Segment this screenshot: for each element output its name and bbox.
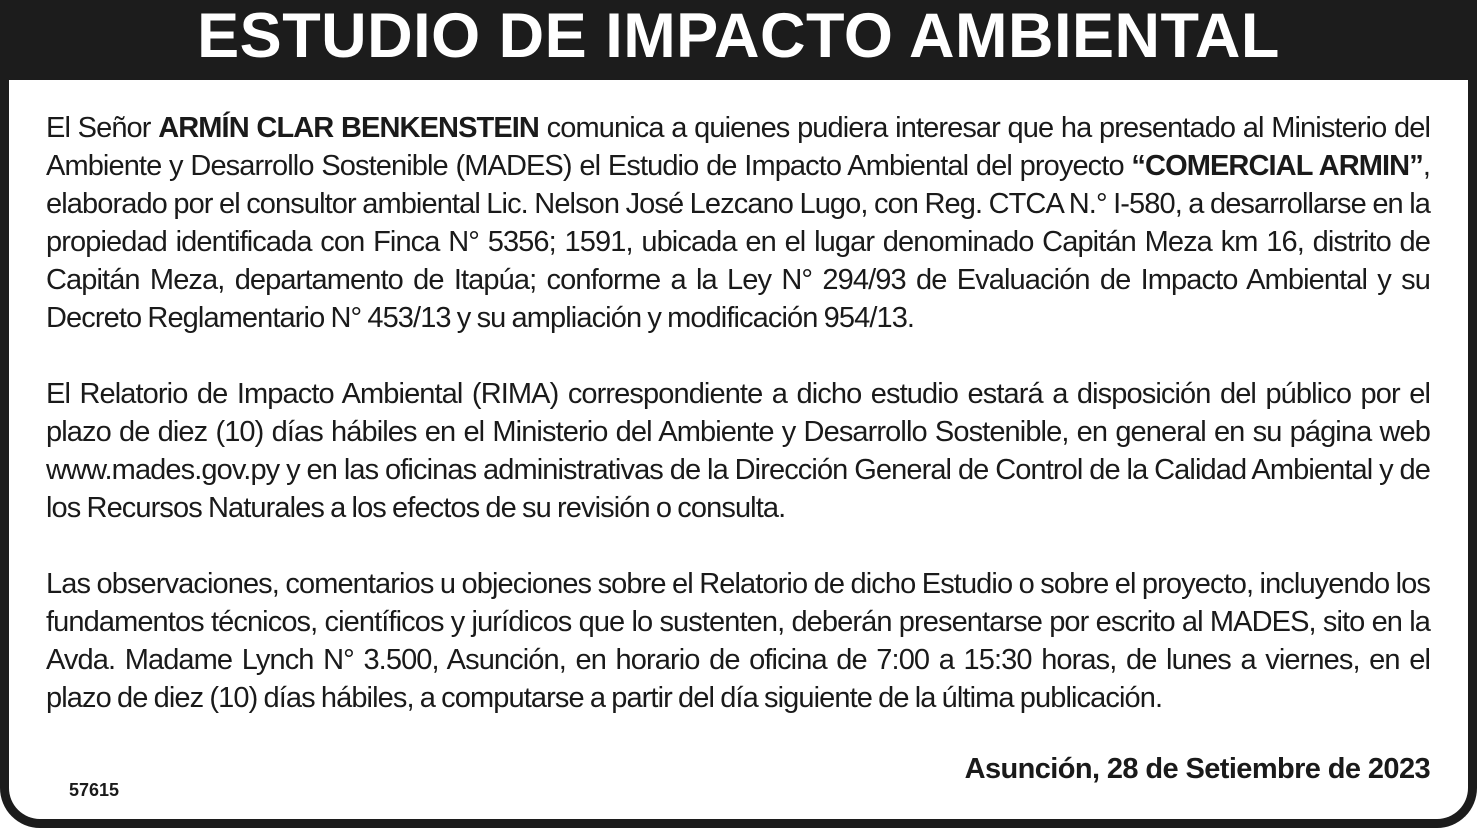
- date-signature: Asunción, 28 de Setiembre de 2023: [964, 753, 1430, 785]
- project-name: “COMERCIAL ARMIN”: [1131, 150, 1423, 182]
- notice-title: ESTUDIO DE IMPACTO AMBIENTAL: [197, 0, 1280, 71]
- notice-body: [46, 109, 1430, 717]
- paragraph-rima-availability: El Relatorio de Impacto Ambiental (RIMA) correspondiente a dicho estudio estará a disposición del público por el plazo de diez (10) días hábiles en el Ministerio del Ambiente y Desarrollo Sostenible, en general en su página web www.mades.gov.py y en las oficinas administrativas de la Dirección General de Control de la Calidad Ambiental y de los Recursos Naturales a los efectos de su revisión o consulta.: [46, 378, 1430, 524]
- title-bar: [0, 0, 1477, 80]
- paragraph-announcement: [46, 109, 1430, 337]
- reference-number: 57615: [69, 780, 120, 800]
- proponent-name: ARMÍN CLAR BENKENSTEIN: [158, 112, 539, 144]
- announcement-intro: El Señor: [46, 112, 159, 144]
- announcement-text: comunica a quienes pudiera interesar que ha presentado al Ministerio del Ambiente y Desarrollo Sostenible (MADES) el Estudio de Impacto Ambiental del proyecto: [46, 112, 1430, 182]
- paragraph-observations: Las observaciones, comentarios u objeciones sobre el Relatorio de dicho Estudio o sobre el proyecto, incluyendo los fundamentos técnicos, científicos y jurídicos que lo sustenten, deberán presentarse por escrito al MADES, sito en la Avda. Madame Lynch N° 3.500, Asunción, en horario de oficina de 7:00 a 15:30 horas, de lunes a viernes, en el plazo de diez (10) días hábiles, a computarse a partir del día siguiente de la última publicación.: [46, 568, 1430, 714]
- announcement-details: , elaborado por el consultor ambiental Lic. Nelson José Lezcano Lugo, con Reg. CTCA N.° I-580, a desarrollarse en la propiedad identificada con Finca N° 5356; 1591, ubicada en el lugar denominado Capitán Meza km 16, distrito de Capitán Meza, departamento de Itapúa; conforme a la Ley N° 294/93 de Evaluación de Impacto Ambiental y su Decreto Reglamentario N° 453/13 y su ampliación y modificación 954/13.: [46, 150, 1430, 334]
